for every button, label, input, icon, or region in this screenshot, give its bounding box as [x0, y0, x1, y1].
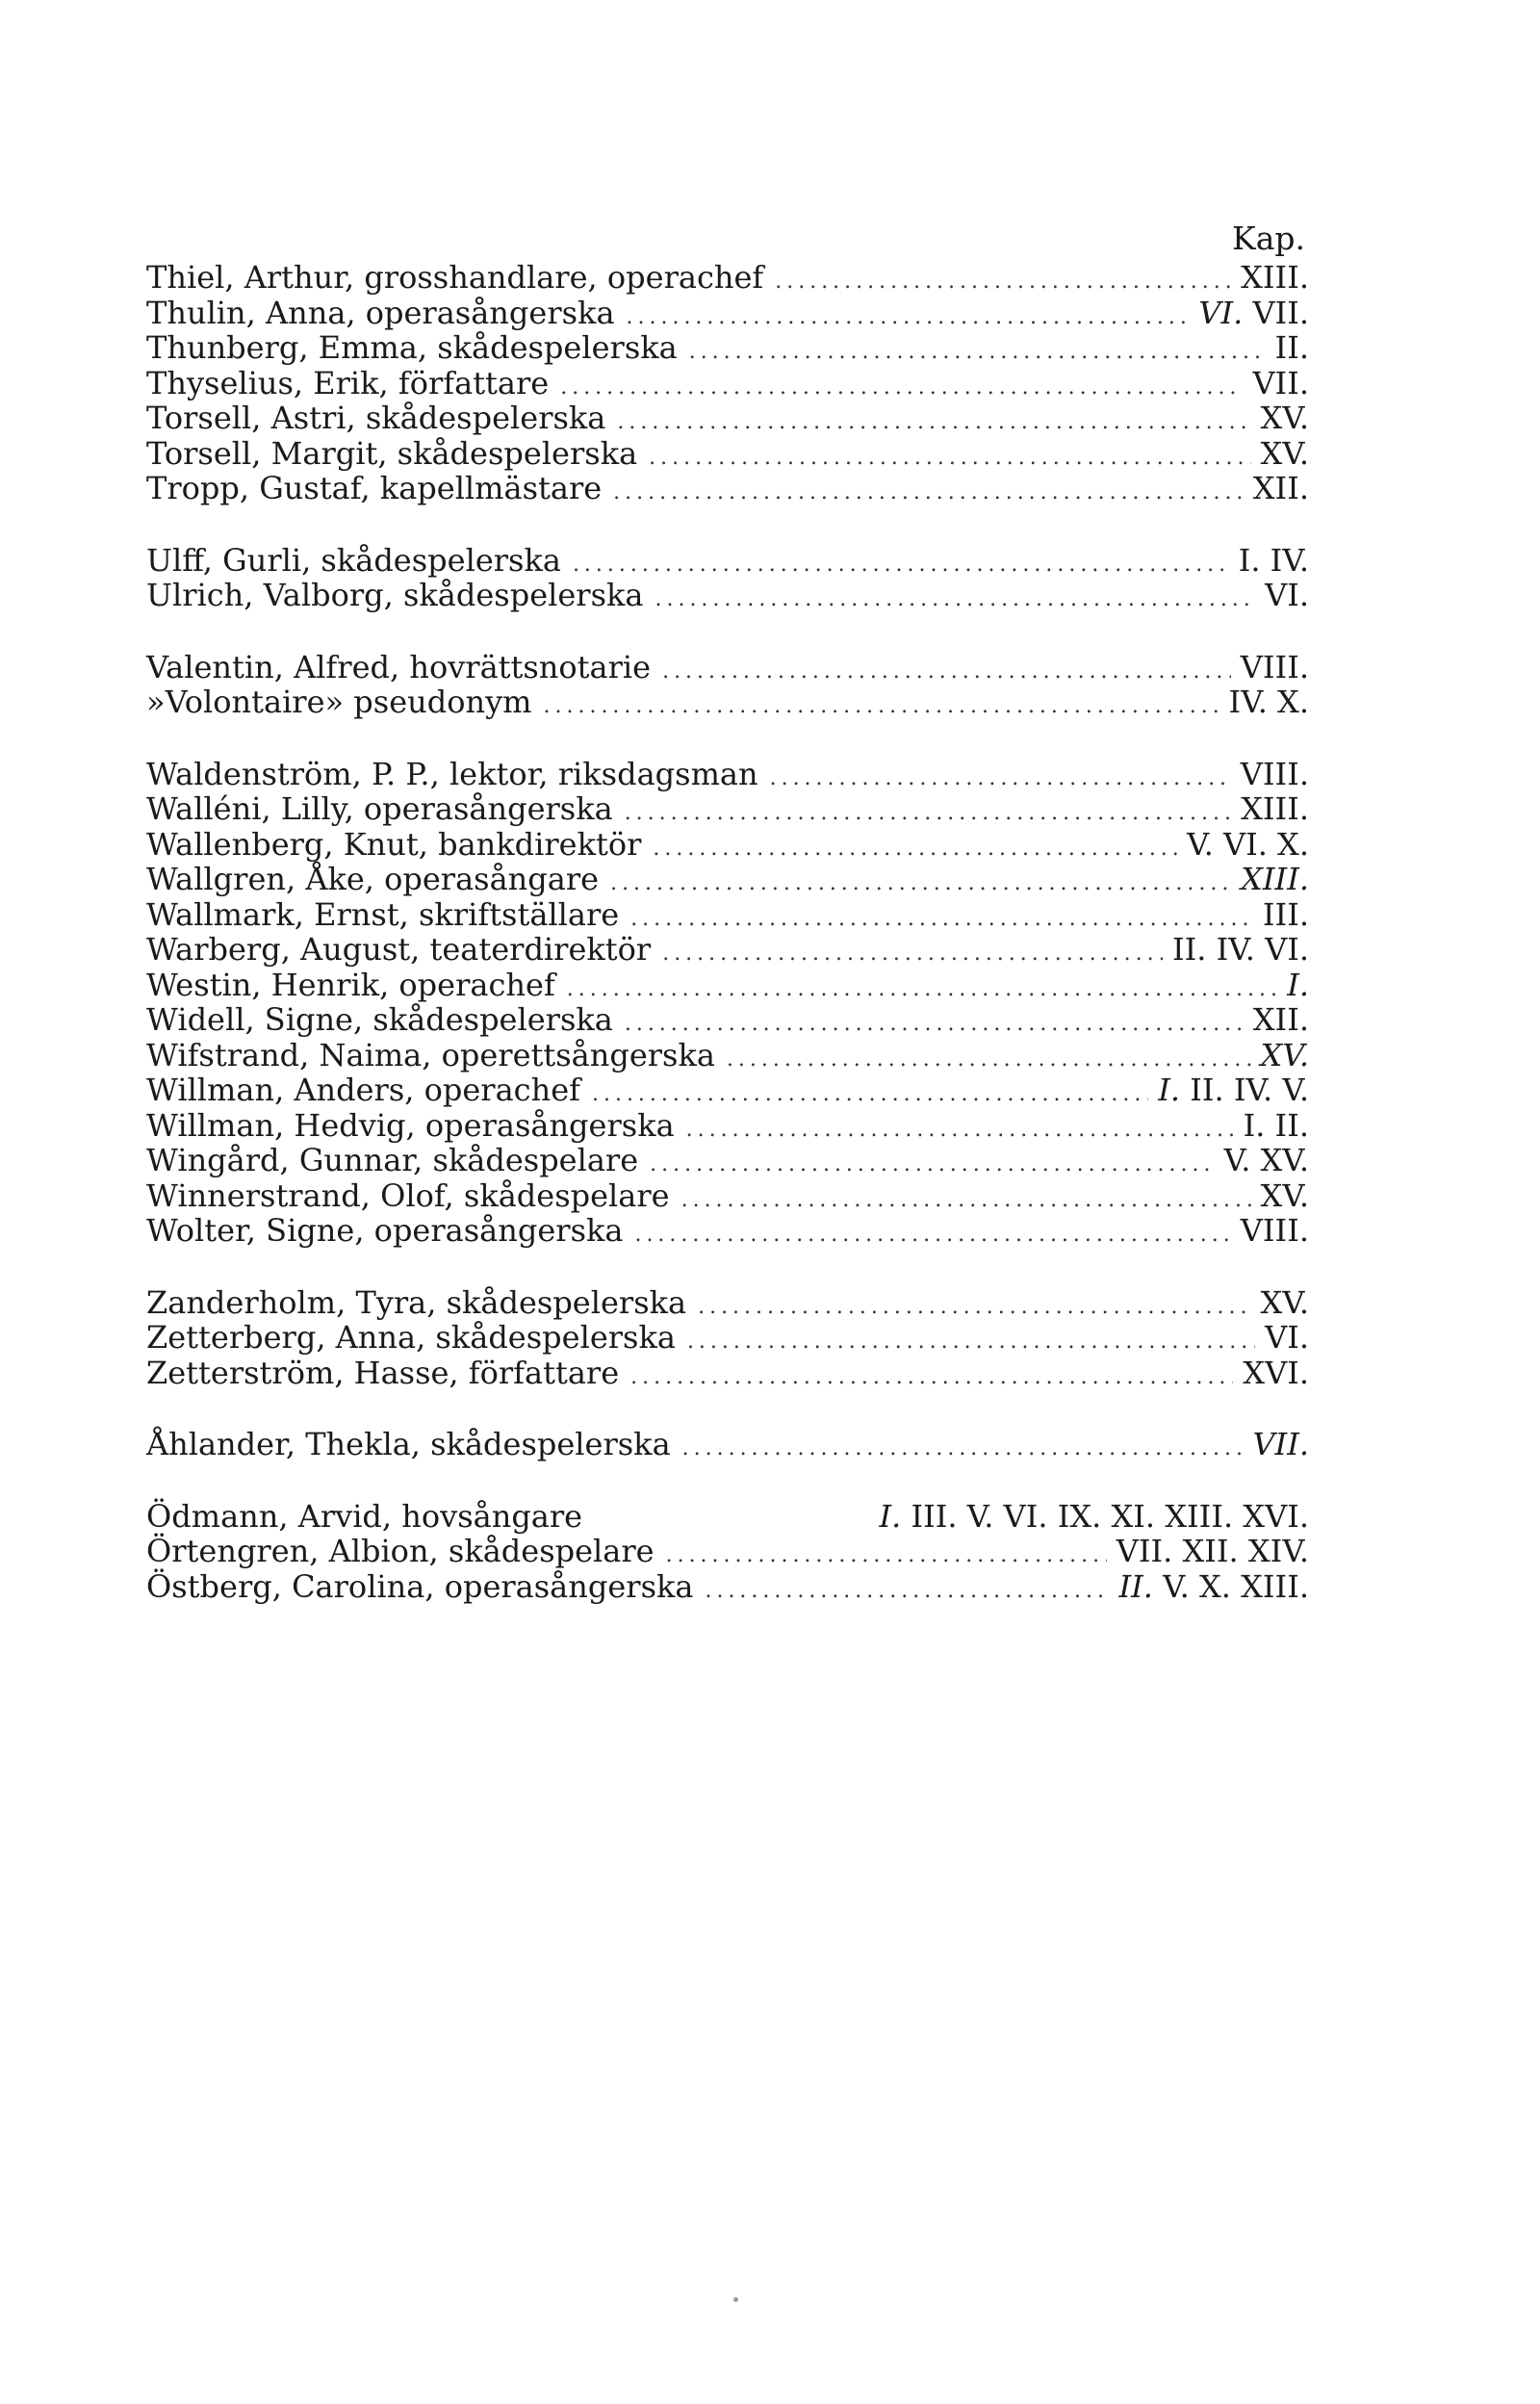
chapter-ref: II.: [1190, 1072, 1224, 1108]
chapter-ref: XVI.: [1243, 1497, 1309, 1535]
dot-leader: [705, 1574, 1109, 1610]
index-entry: [146, 1073, 1309, 1108]
chapter-ref: XVI.: [1243, 1354, 1309, 1391]
dot-leader: [634, 1218, 1230, 1254]
entry-chapters: [1244, 1108, 1309, 1144]
index-entry: [146, 827, 1309, 863]
index-entry: [146, 401, 1309, 436]
chapter-ref: XIV.: [1247, 1533, 1309, 1569]
index-entry: [146, 436, 1309, 472]
index-entry: [146, 578, 1309, 613]
dot-leader: [627, 300, 1190, 336]
chapter-ref: IX.: [1057, 1497, 1102, 1535]
entry-chapters: [1239, 543, 1309, 579]
dot-leader: [686, 1113, 1234, 1149]
dot-leader: [617, 405, 1250, 441]
entry-name: Ulrich, Valborg, skådespelerska: [146, 577, 644, 613]
chapter-ref: X.: [1199, 1567, 1231, 1605]
entry-chapters: [1265, 578, 1309, 613]
dot-leader: [544, 689, 1219, 725]
entry-chapters: [1158, 1073, 1309, 1108]
entry-name: Örtengren, Albion, skådespelare: [146, 1533, 654, 1569]
index-group: [146, 650, 1309, 720]
index-entry: [146, 1285, 1309, 1321]
entry-name: Thunberg, Emma, skådespelerska: [146, 329, 678, 366]
dot-leader: [613, 476, 1244, 511]
entry-name: Wallmark, Ernst, skriftställare: [146, 895, 620, 933]
entry-name: Valentin, Alfred, hovrättsnotarie: [146, 648, 652, 685]
index-entry: [146, 366, 1309, 401]
dot-leader: [649, 441, 1250, 477]
entry-chapters: [880, 1499, 1309, 1535]
chapter-ref: XII.: [1252, 1001, 1309, 1038]
dot-leader: [650, 1148, 1215, 1183]
dot-leader: [654, 582, 1255, 618]
entry-name: Wolter, Signe, operasångerska: [146, 1212, 624, 1249]
chapter-ref: IV.: [1228, 684, 1268, 720]
chapter-ref: XV.: [1260, 1283, 1309, 1321]
dot-leader: [610, 866, 1231, 902]
entry-name: Willman, Hedvig, operasångerska: [146, 1106, 675, 1144]
index-entry: [146, 1534, 1309, 1569]
dot-leader: [666, 1538, 1107, 1574]
dot-leader: [662, 655, 1231, 690]
entry-name: Zanderholm, Tyra, skådespelerska: [146, 1283, 687, 1321]
chapter-ref: I.: [1238, 541, 1261, 579]
index-group: [146, 1427, 1309, 1462]
chapter-ref: I.: [879, 1497, 902, 1535]
entry-chapters: [1229, 685, 1309, 720]
chapter-ref: IV.: [1270, 541, 1309, 579]
chapter-ref: XIII.: [1165, 1497, 1234, 1535]
index-entry: [146, 1038, 1309, 1073]
entry-name: Wallenberg, Knut, bankdirektör: [146, 825, 642, 863]
entry-chapters: [1261, 1038, 1309, 1073]
entry-chapters: [1224, 1143, 1309, 1178]
chapter-ref: XIII.: [1241, 259, 1309, 296]
dot-leader: [630, 1360, 1233, 1396]
index-entry: [146, 932, 1309, 968]
entry-chapters: [1241, 862, 1309, 897]
chapter-ref: I.: [1243, 1106, 1266, 1144]
chapter-ref: V.: [1282, 1072, 1309, 1108]
dot-leader: [625, 1007, 1244, 1043]
entry-name: »Volontaire» pseudonym: [146, 684, 532, 720]
chapter-ref: VI.: [1198, 294, 1244, 331]
dot-leader: [682, 1432, 1244, 1467]
chapter-ref: VIII.: [1240, 648, 1309, 685]
index-group: [146, 1285, 1309, 1391]
entry-name: Torsell, Margit, skådespelerska: [146, 434, 638, 472]
index-list: [146, 260, 1309, 1604]
dot-leader: [560, 371, 1243, 406]
chapter-ref: V.: [1223, 1142, 1251, 1178]
dot-leader: [681, 1183, 1251, 1219]
entry-name: Zetterström, Hasse, författare: [146, 1354, 620, 1391]
index-entry: [146, 1143, 1309, 1178]
chapter-ref: I.: [1158, 1072, 1181, 1108]
entry-name: Thiel, Arthur, grosshandlare, operachef: [146, 259, 764, 296]
dot-leader: [689, 335, 1266, 371]
entry-chapters: [1261, 1285, 1309, 1321]
entry-chapters: [1241, 791, 1309, 827]
chapter-ref: XV.: [1260, 400, 1309, 436]
index-entry: [146, 791, 1309, 827]
index-entry: [146, 1320, 1309, 1356]
chapter-ref: VI.: [1265, 577, 1309, 613]
entry-chapters: [1275, 330, 1309, 366]
chapter-ref: XIII.: [1241, 1567, 1309, 1605]
entry-chapters: [1187, 827, 1309, 863]
index-entry: [146, 897, 1309, 933]
entry-name: Wingård, Gunnar, skådespelare: [146, 1142, 639, 1178]
index-entry: [146, 968, 1309, 1003]
index-entry: [146, 471, 1309, 506]
index-entry: [146, 543, 1309, 579]
chapter-ref: X.: [1277, 825, 1309, 863]
chapter-ref: II.: [1118, 1567, 1153, 1605]
chapter-ref: II.: [1274, 329, 1309, 366]
chapter-ref: VI.: [1222, 825, 1268, 863]
chapter-ref: XV.: [1260, 1176, 1309, 1214]
entry-chapters: [1252, 1427, 1309, 1462]
dot-leader: [770, 762, 1231, 797]
dot-leader: [687, 1325, 1255, 1360]
chapter-ref: XIII.: [1241, 861, 1309, 897]
index-entry: [146, 1427, 1309, 1462]
index-entry: [146, 330, 1309, 366]
entry-chapters: [1252, 366, 1309, 401]
index-entry: [146, 1569, 1309, 1605]
chapter-ref: XII.: [1182, 1533, 1239, 1569]
chapter-ref: VI.: [1265, 1319, 1309, 1356]
index-group: [146, 260, 1309, 506]
chapter-ref: VII.: [1252, 294, 1309, 331]
chapter-ref: X.: [1277, 684, 1309, 720]
index-group: [146, 1499, 1309, 1605]
chapter-ref: XIII.: [1241, 790, 1309, 827]
entry-name: Wifstrand, Naima, operettsångerska: [146, 1036, 715, 1073]
chapter-ref: IV.: [1216, 931, 1255, 968]
entry-name: Waldenström, P. P., lektor, riksdagsman: [146, 755, 758, 792]
entry-name: Wallgren, Åke, operasångare: [146, 861, 600, 897]
entry-chapters: [1243, 1356, 1309, 1391]
index-entry: [146, 1178, 1309, 1214]
entry-name: Thyselius, Erik, författare: [146, 364, 550, 401]
entry-chapters: [1261, 436, 1309, 472]
entry-name: Åhlander, Thekla, skådespelerska: [146, 1426, 671, 1462]
dot-leader: [698, 1290, 1250, 1326]
chapter-ref: VI.: [1003, 1497, 1048, 1535]
dot-leader: [662, 937, 1163, 972]
entry-name: Zetterberg, Anna, skådespelerska: [146, 1319, 676, 1356]
entry-chapters: [1198, 296, 1309, 331]
chapter-ref: VII.: [1252, 1426, 1309, 1462]
index-entry: [146, 1002, 1309, 1038]
chapter-ref: VII.: [1252, 364, 1309, 401]
chapter-ref: VI.: [1265, 931, 1309, 968]
chapter-ref: II.: [1274, 1106, 1309, 1144]
chapter-ref: XV.: [1260, 434, 1309, 472]
kap-header: Kap.: [1232, 220, 1305, 257]
index-entry: [146, 685, 1309, 720]
entry-chapters: [1241, 650, 1309, 685]
entry-name: Winnerstrand, Olof, skådespelare: [146, 1176, 670, 1214]
chapter-ref: XI.: [1111, 1497, 1156, 1535]
entry-name: Östberg, Carolina, operasångerska: [146, 1567, 694, 1605]
index-entry: [146, 862, 1309, 897]
index-entry: [146, 1108, 1309, 1144]
entry-name: Thulin, Anna, operasångerska: [146, 294, 615, 331]
chapter-ref: VIII.: [1240, 755, 1309, 792]
dot-leader: [653, 832, 1177, 867]
entry-chapters: [1261, 401, 1309, 436]
chapter-ref: III.: [1262, 895, 1309, 933]
entry-chapters: [1119, 1569, 1309, 1605]
entry-name: Walléni, Lilly, operasångerska: [146, 790, 613, 827]
entry-name: Willman, Anders, operachef: [146, 1072, 580, 1108]
entry-chapters: [1241, 757, 1309, 792]
entry-chapters: [1241, 260, 1309, 296]
entry-chapters: [1287, 968, 1309, 1003]
index-page: [146, 220, 1309, 1641]
entry-name: Torsell, Astri, skådespelerska: [146, 400, 606, 436]
chapter-ref: V.: [1187, 825, 1214, 863]
entry-name: Ödmann, Arvid, hovsångare: [146, 1497, 583, 1535]
dot-leader: [592, 1077, 1148, 1113]
chapter-ref: VII.: [1116, 1533, 1173, 1569]
index-entry: [146, 1356, 1309, 1391]
index-entry: [146, 1499, 1309, 1535]
entry-name: Widell, Signe, skådespelerska: [146, 1001, 613, 1038]
index-entry: [146, 296, 1309, 331]
entry-name: Warberg, August, teaterdirektör: [146, 931, 652, 968]
dot-leader: [573, 548, 1229, 583]
dot-leader: [630, 902, 1253, 938]
chapter-ref: I.: [1287, 966, 1309, 1003]
index-group: [146, 543, 1309, 613]
entry-name: Westin, Henrik, operachef: [146, 966, 555, 1003]
chapter-ref: VIII.: [1240, 1212, 1309, 1249]
entry-chapters: [1241, 1213, 1309, 1249]
chapter-ref: II.: [1171, 931, 1207, 968]
chapter-ref: XV.: [1260, 1036, 1309, 1073]
index-entry: [146, 650, 1309, 685]
chapter-ref: XV.: [1260, 1142, 1309, 1178]
index-entry: [146, 757, 1309, 792]
chapter-ref: IV.: [1233, 1072, 1273, 1108]
entry-chapters: [1265, 1320, 1309, 1356]
entry-chapters: [1261, 1178, 1309, 1214]
entry-chapters: [1263, 897, 1309, 933]
entry-chapters: [1116, 1534, 1309, 1569]
paper-speck: [733, 2297, 738, 2302]
entry-chapters: [1253, 471, 1309, 506]
chapter-ref: XII.: [1252, 470, 1309, 506]
chapter-ref: V.: [1163, 1567, 1190, 1605]
entry-chapters: [1253, 1002, 1309, 1038]
dot-leader: [775, 265, 1231, 300]
entry-chapters: [1172, 932, 1309, 968]
index-group: [146, 757, 1309, 1249]
entry-name: Ulff, Gurli, skådespelerska: [146, 541, 561, 579]
index-entry: [146, 1213, 1309, 1249]
entry-name: Tropp, Gustaf, kapellmästare: [146, 470, 603, 506]
chapter-ref: V.: [966, 1497, 994, 1535]
dot-leader: [625, 796, 1231, 832]
dot-leader: [567, 972, 1277, 1008]
index-entry: [146, 260, 1309, 296]
chapter-ref: III.: [911, 1497, 958, 1535]
